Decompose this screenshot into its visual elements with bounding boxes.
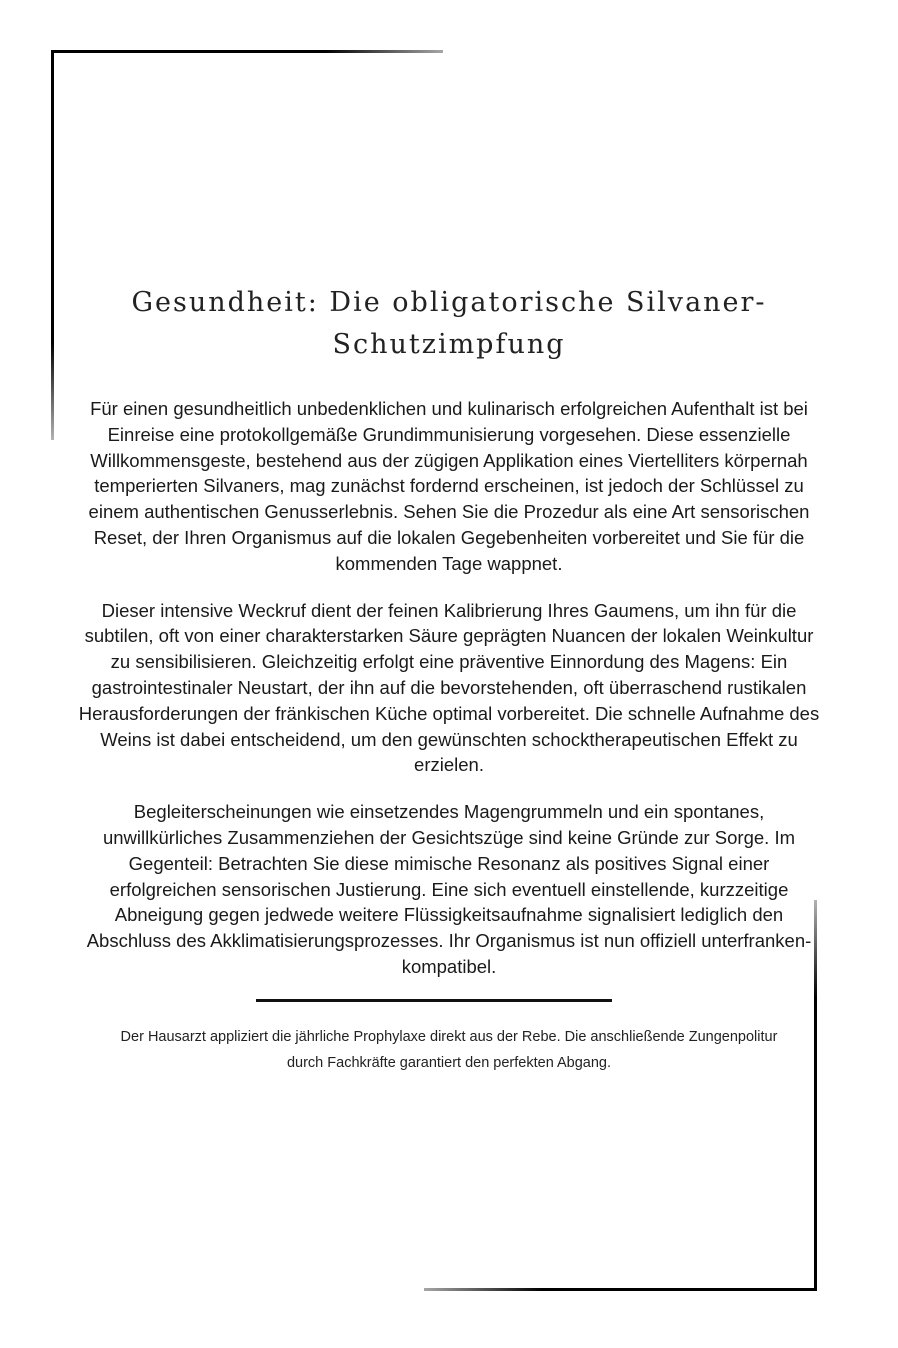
frame-line-left xyxy=(51,50,54,440)
frame-line-top xyxy=(51,50,443,53)
section-divider xyxy=(256,999,612,1002)
paragraph-intro: Für einen gesundheitlich unbedenklichen und kulinarisch erfolgreichen Aufenthalt ist bei Einreise eine protokollgemäße Grundimmunisierung vorgesehen. Diese essenzielle Willkommensgeste, bestehend aus der zügigen Applikation eines Viertelliters körpernah temperierten Silvaners, mag zunächst fordernd erscheinen, ist jedoch der Schlüssel zu einem authentischen Genusserlebnis. Sehen Sie die Prozedur als eine Art sensorischen Reset, der Ihren Organismus auf die lokalen Gegebenheiten vorbereitet und Sie für die kommenden Tage wappnet. xyxy=(88,398,810,574)
corner-frame-top-left xyxy=(51,50,443,440)
paragraph-side-effects: Begleiterscheinungen wie einsetzendes Magengrummeln und ein spontanes, unwillkürliches Zusammenziehen der Gesichtszüge sind keine Gründe zur Sorge. Im Gegenteil: Betrachten Sie diese mimische Resonanz als positives Signal einer erfolgreichen sensorischen Justierung. Eine sich eventuell einstellende, kurzzeitige Abneigung gegen jedwede weitere Flüssigkeitsaufnahme signalisiert lediglich den Abschluss des Akklimatisierungsprozesses. Ihr Organismus ist nun offiziell unterfranken-kompatibel. xyxy=(86,801,812,977)
page-title: Gesundheit: Die obligatorische Silvaner-Schutzimpfung xyxy=(131,287,767,360)
article-body xyxy=(74,396,824,1001)
frame-line-bottom xyxy=(424,1288,817,1291)
footnote: Der Hausarzt appliziert die jährliche Prophylaxe direkt aus der Rebe. Die anschließende Zungenpolitur durch Fachkräfte garantiert den perfekten Abgang. xyxy=(120,1029,778,1071)
paragraph-calibration: Dieser intensive Weckruf dient der feinen Kalibrierung Ihres Gaumens, um ihn für die subtilen, oft von einer charakterstarken Säure geprägten Nuancen der lokalen Weinkultur zu sensibilisieren. Gleichzeitig erfolgt eine präventive Einnordung des Magens: Ein gastrointestinaler Neustart, der ihn auf die bevorstehenden, oft überraschend rustikalen Herausforderungen der fränkischen Küche optimal vorbereitet. Die schnelle Aufnahme des Weins ist dabei entscheidend, um den gewünschten schocktherapeutischen Effekt zu erzielen. xyxy=(78,599,820,776)
